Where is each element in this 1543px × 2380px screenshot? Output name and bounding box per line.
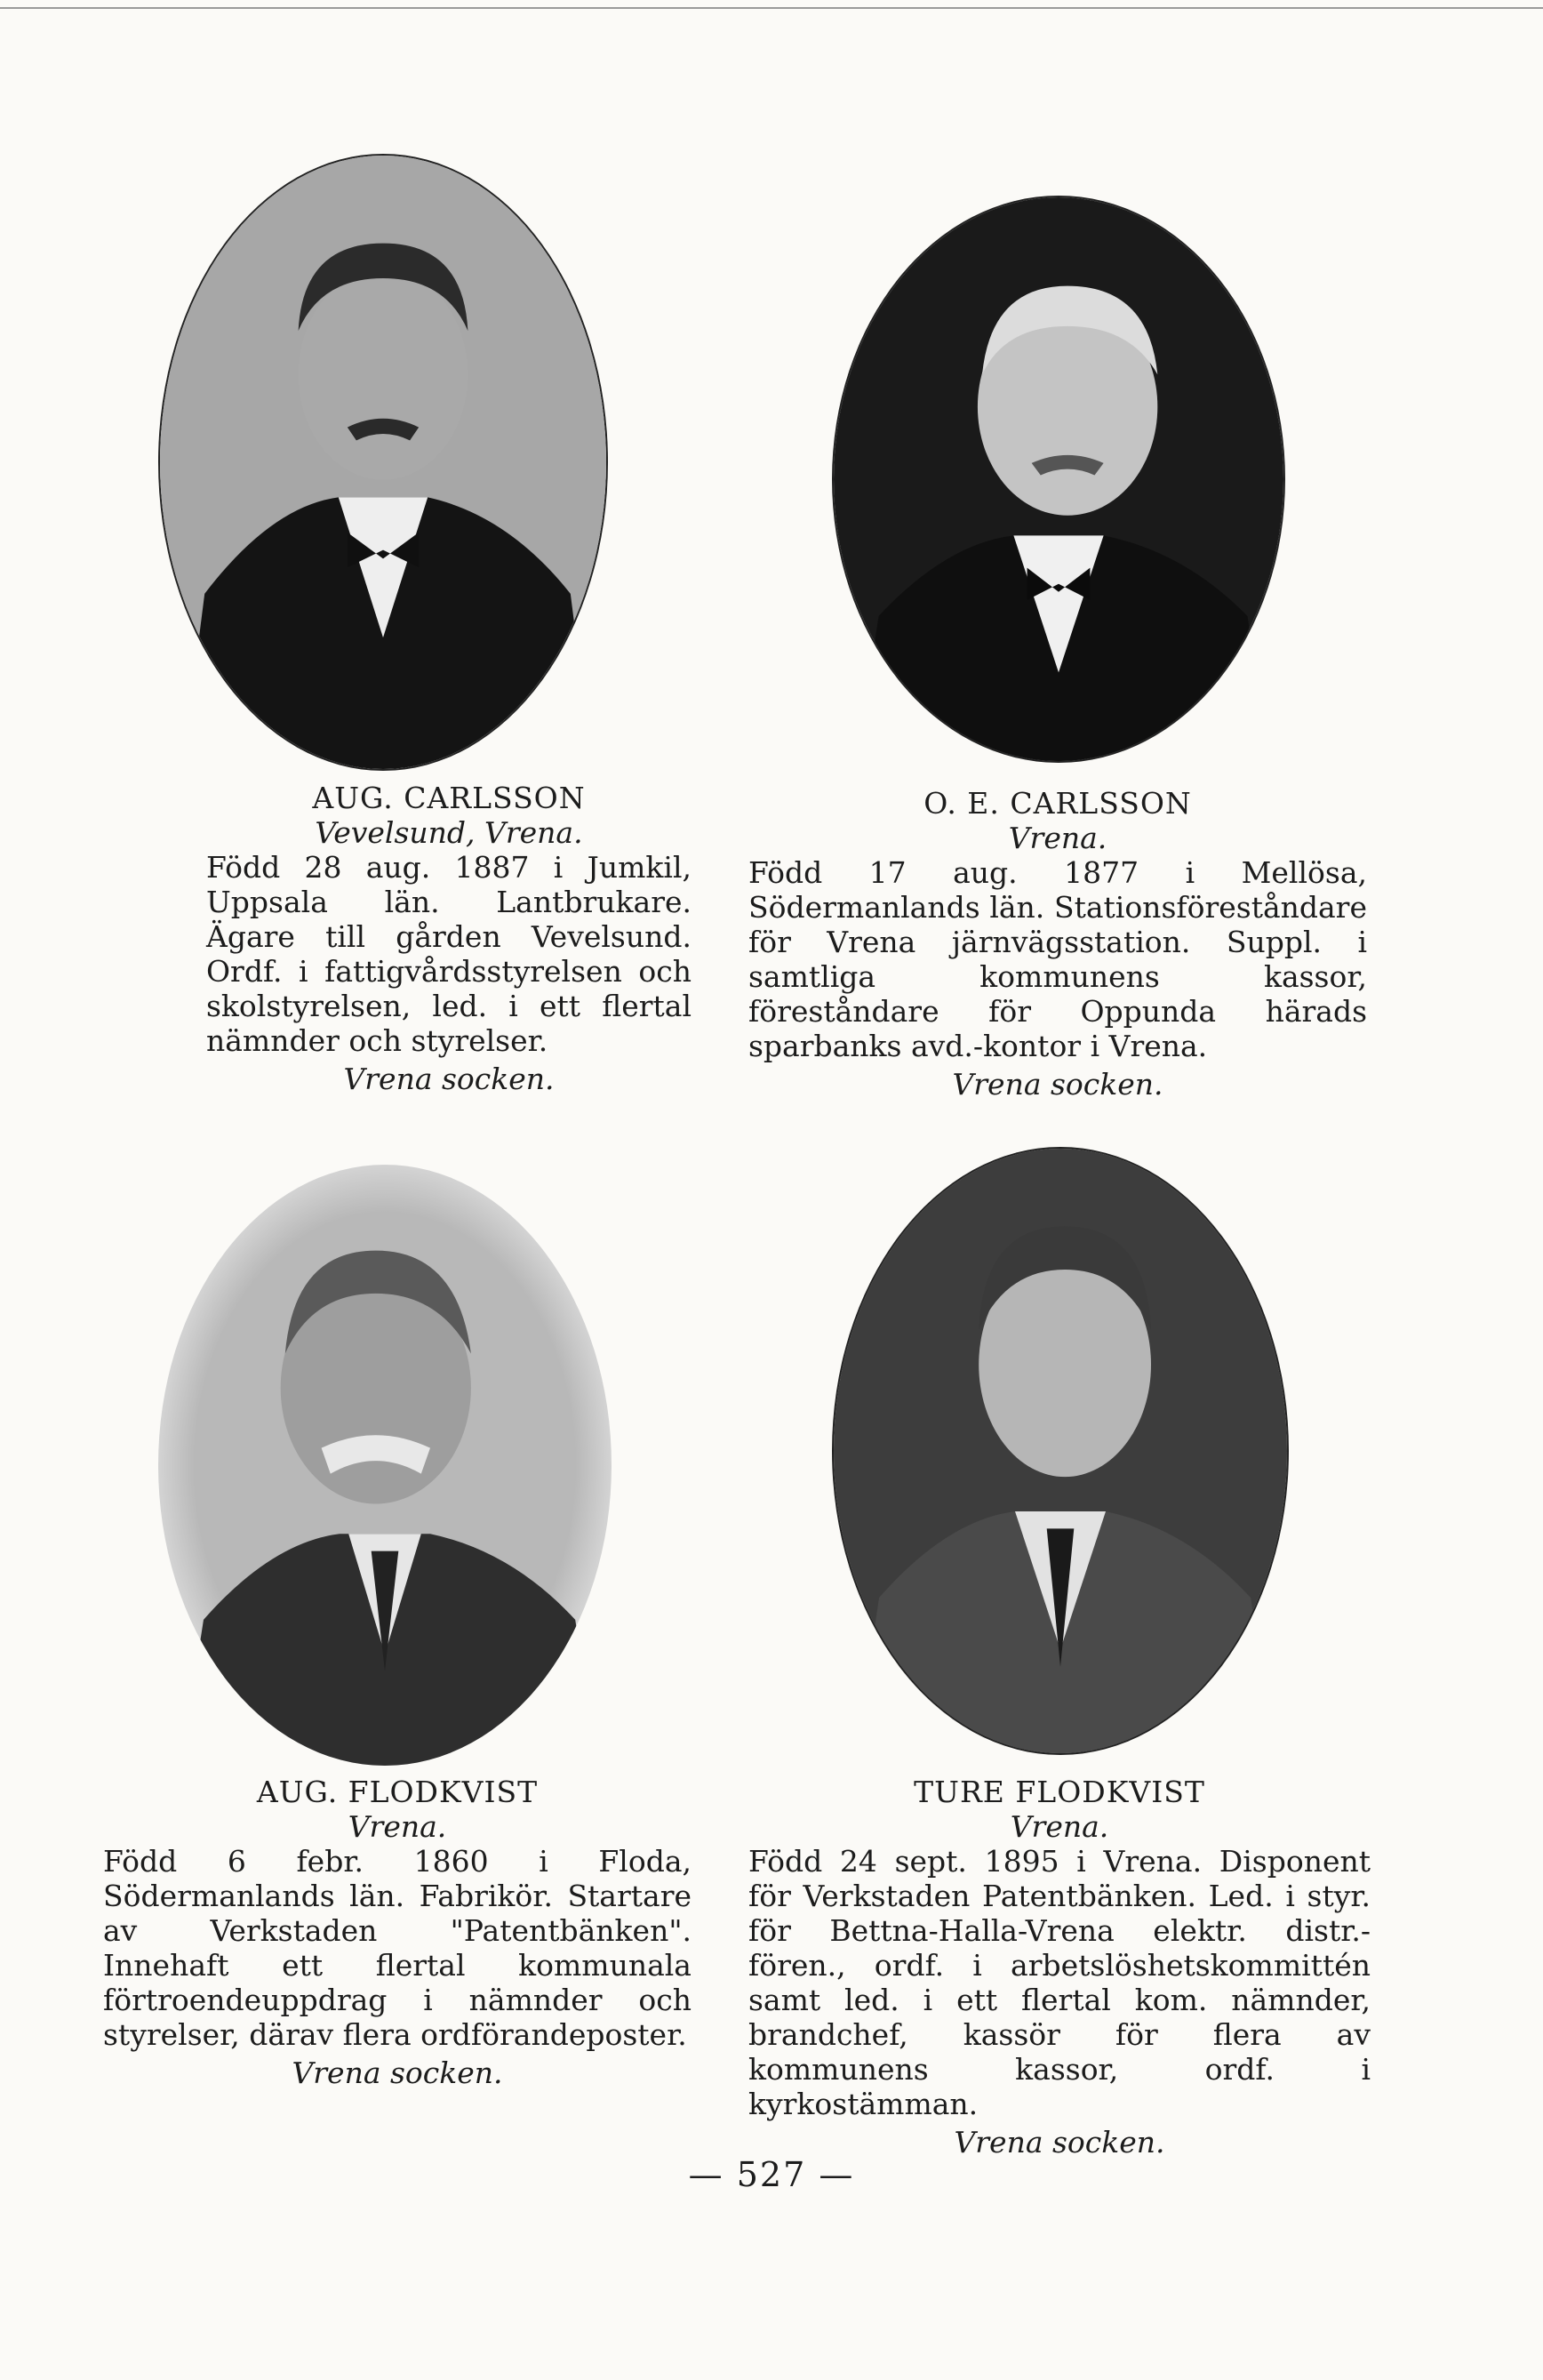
person-parish: Vrena socken. bbox=[343, 1062, 555, 1096]
caption-ture-flodkvist bbox=[748, 1775, 1371, 2160]
portrait-oe-carlsson bbox=[834, 197, 1283, 761]
caption-oe-carlsson bbox=[748, 786, 1367, 1102]
caption-aug-flodkvist bbox=[103, 1775, 692, 2090]
person-place: Vevelsund, Vrena. bbox=[315, 815, 583, 850]
person-bio: Född 17 aug. 1877 i Mellösa, Södermanlands län. Stationsföreståndare för Vrena järnvägsstation. Suppl. i samtliga kommunens kassor, föreståndare för Oppunda härads sparbanks avd.-kontor i Vrena. bbox=[748, 855, 1367, 1063]
portrait-ture-flodkvist bbox=[834, 1149, 1287, 1753]
person-name: AUG. CARLSSON bbox=[312, 781, 586, 815]
person-name: O. E. CARLSSON bbox=[923, 786, 1192, 821]
portrait-aug-flodkvist bbox=[158, 1165, 612, 1766]
top-rule bbox=[0, 7, 1543, 9]
person-place: Vrena. bbox=[348, 1809, 447, 1844]
caption-aug-carlsson bbox=[206, 781, 692, 1096]
page-number: — 527 — bbox=[688, 2155, 855, 2194]
person-bio: Född 24 sept. 1895 i Vrena. Disponent för Verkstaden Patentbänken. Led. i styr. för Bettna-Halla-Vrena elektr. distr.-fören., ordf. i arbetslöshetskommittén samt led. i ett flertal kom. nämnder, brandchef, kassör för flera av kommunens kassor, ordf. i kyrkostämman. bbox=[748, 1844, 1371, 2121]
person-place: Vrena. bbox=[1008, 821, 1107, 855]
person-place: Vrena. bbox=[1010, 1809, 1109, 1844]
portrait-aug-carlsson bbox=[160, 156, 606, 769]
person-name: TURE FLODKVIST bbox=[914, 1775, 1205, 1809]
person-bio: Född 6 febr. 1860 i Floda, Södermanlands län. Fabrikör. Startare av Verkstaden "Patentbänken". Innehaft ett flertal kommunala förtroendeuppdrag i nämnder och styrelser, därav flera ordförandeposter. bbox=[103, 1844, 692, 2052]
person-parish: Vrena socken. bbox=[292, 2055, 503, 2090]
person-parish: Vrena socken. bbox=[954, 2125, 1165, 2160]
person-parish: Vrena socken. bbox=[952, 1067, 1163, 1102]
person-bio: Född 28 aug. 1887 i Jumkil, Uppsala län. Lantbrukare. Ägare till gården Vevelsund. Ordf. i fattigvårdsstyrelsen och skolstyrelsen, led. i ett flertal nämnder och styrelser. bbox=[206, 850, 692, 1058]
person-name: AUG. FLODKVIST bbox=[256, 1775, 539, 1809]
